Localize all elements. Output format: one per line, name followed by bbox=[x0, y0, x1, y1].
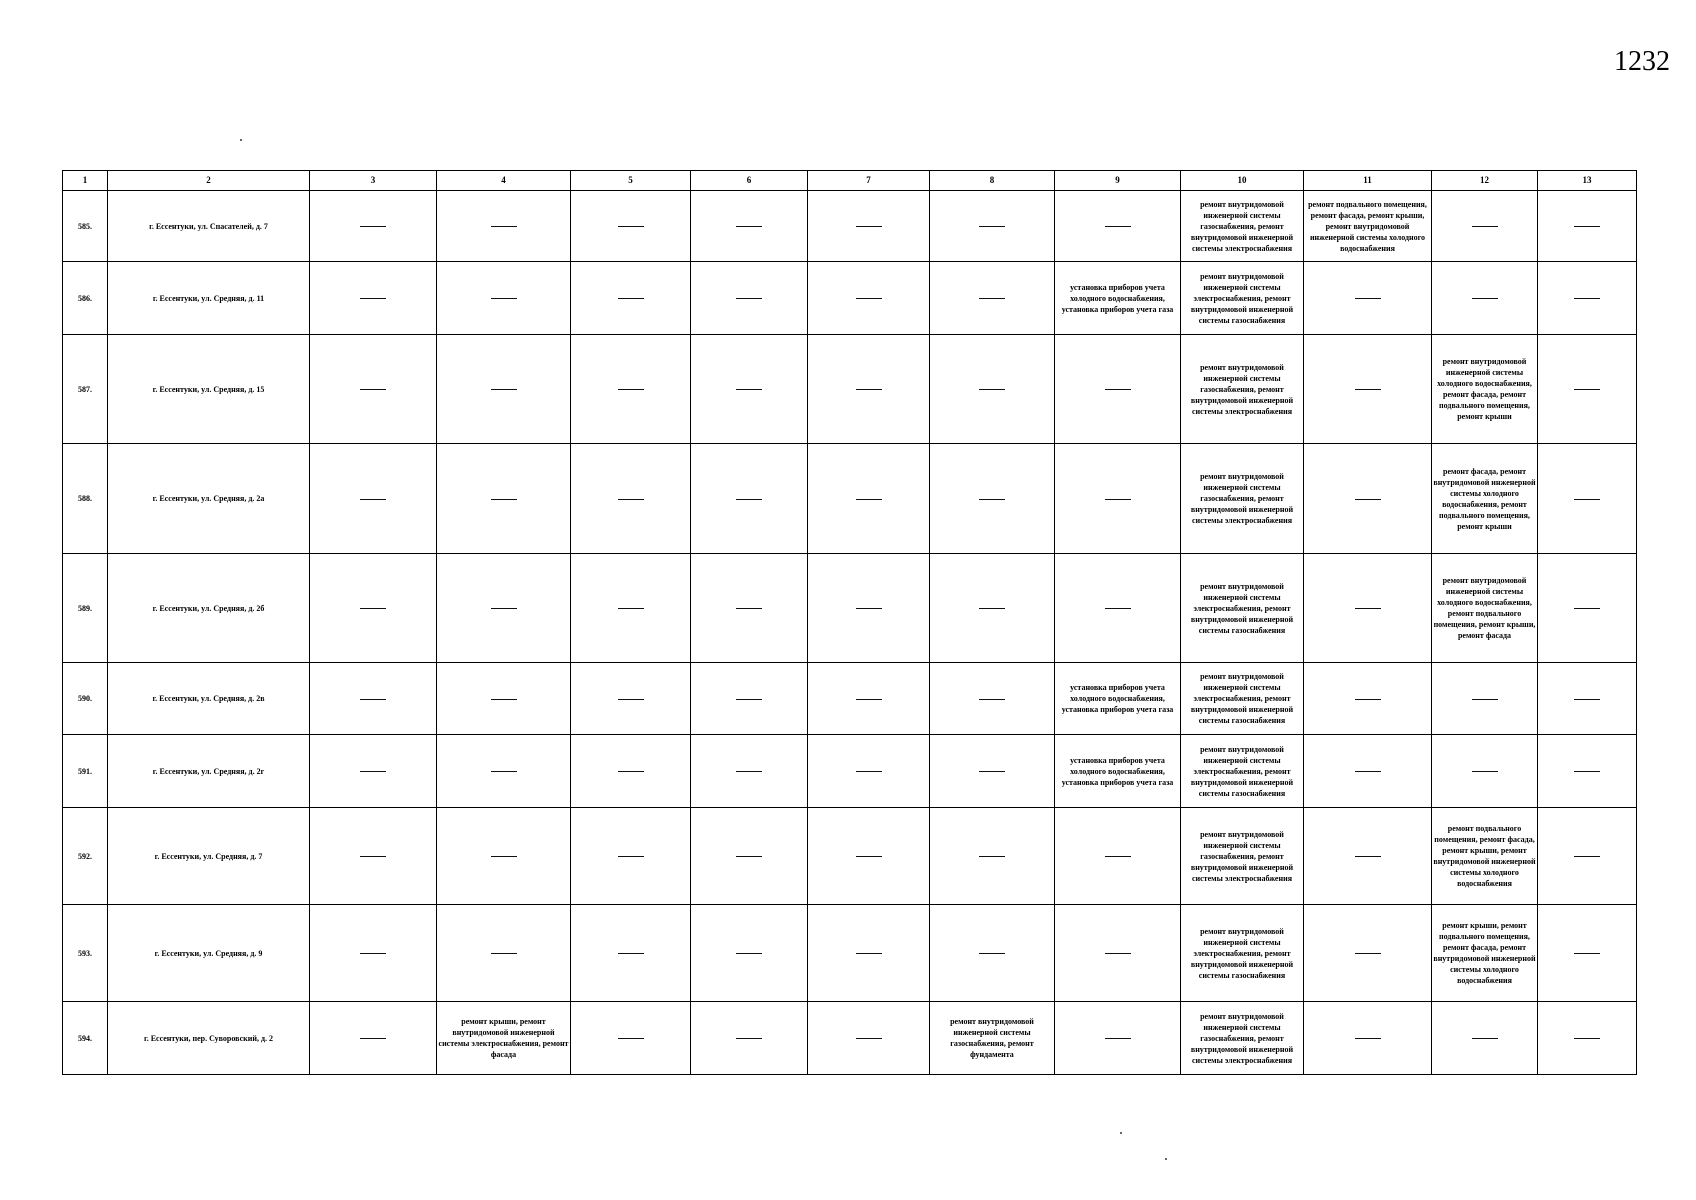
dash-mark bbox=[979, 608, 1005, 609]
empty-cell bbox=[310, 1002, 437, 1075]
dash-mark bbox=[360, 298, 386, 299]
row-number: 593. bbox=[63, 905, 108, 1002]
empty-cell bbox=[571, 335, 691, 444]
empty-cell bbox=[437, 335, 571, 444]
dash-mark bbox=[1574, 1038, 1600, 1039]
empty-cell bbox=[571, 191, 691, 262]
empty-cell bbox=[808, 444, 930, 554]
empty-cell bbox=[1055, 335, 1181, 444]
column-header: 11 bbox=[1304, 171, 1432, 191]
row-number: 587. bbox=[63, 335, 108, 444]
empty-cell bbox=[1432, 663, 1538, 735]
empty-cell bbox=[930, 735, 1055, 808]
dash-mark bbox=[360, 389, 386, 390]
column-header: 12 bbox=[1432, 171, 1538, 191]
empty-cell bbox=[930, 444, 1055, 554]
scan-speck bbox=[240, 139, 242, 141]
dash-mark bbox=[360, 499, 386, 500]
empty-cell bbox=[1304, 735, 1432, 808]
column-header: 6 bbox=[691, 171, 808, 191]
empty-cell bbox=[1538, 444, 1637, 554]
table-row bbox=[63, 808, 1637, 905]
dash-mark bbox=[1105, 953, 1131, 954]
empty-cell bbox=[1432, 262, 1538, 335]
dash-mark bbox=[618, 856, 644, 857]
dash-mark bbox=[360, 771, 386, 772]
dash-mark bbox=[979, 389, 1005, 390]
row-number: 591. bbox=[63, 735, 108, 808]
address-cell: г. Ессентуки, ул. Средняя, д. 2в bbox=[108, 663, 310, 735]
dash-mark bbox=[736, 226, 762, 227]
empty-cell bbox=[310, 554, 437, 663]
empty-cell bbox=[691, 663, 808, 735]
empty-cell bbox=[1538, 262, 1637, 335]
dash-mark bbox=[618, 953, 644, 954]
dash-mark bbox=[1574, 226, 1600, 227]
empty-cell bbox=[571, 444, 691, 554]
dash-mark bbox=[491, 298, 517, 299]
empty-cell bbox=[808, 554, 930, 663]
empty-cell bbox=[1055, 808, 1181, 905]
column-header: 1 bbox=[63, 171, 108, 191]
dash-mark bbox=[1355, 298, 1381, 299]
empty-cell bbox=[1538, 808, 1637, 905]
empty-cell bbox=[437, 191, 571, 262]
work-cell: ремонт внутридомовой инженерной системы холодного водоснабжения, ремонт подвального помещения, ремонт крыши, ремонт фасада bbox=[1432, 554, 1538, 663]
empty-cell bbox=[1538, 663, 1637, 735]
dash-mark bbox=[360, 699, 386, 700]
empty-cell bbox=[1304, 335, 1432, 444]
dash-mark bbox=[979, 499, 1005, 500]
empty-cell bbox=[930, 335, 1055, 444]
empty-cell bbox=[1538, 905, 1637, 1002]
row-number: 586. bbox=[63, 262, 108, 335]
empty-cell bbox=[1538, 1002, 1637, 1075]
table-row bbox=[63, 905, 1637, 1002]
empty-cell bbox=[930, 808, 1055, 905]
empty-cell bbox=[571, 735, 691, 808]
address-cell: г. Ессентуки, пер. Суворовский, д. 2 bbox=[108, 1002, 310, 1075]
scan-speck bbox=[1120, 1132, 1122, 1134]
dash-mark bbox=[856, 608, 882, 609]
address-cell: г. Ессентуки, ул. Средняя, д. 7 bbox=[108, 808, 310, 905]
dash-mark bbox=[979, 953, 1005, 954]
empty-cell bbox=[1304, 663, 1432, 735]
dash-mark bbox=[736, 1038, 762, 1039]
dash-mark bbox=[1574, 699, 1600, 700]
dash-mark bbox=[736, 953, 762, 954]
empty-cell bbox=[930, 905, 1055, 1002]
work-cell: ремонт внутридомовой инженерной системы газоснабжения, ремонт внутридомовой инженерной системы электроснабжения bbox=[1181, 444, 1304, 554]
dash-mark bbox=[360, 608, 386, 609]
dash-mark bbox=[1355, 771, 1381, 772]
column-header: 7 bbox=[808, 171, 930, 191]
work-cell: установка приборов учета холодного водоснабжения, установка приборов учета газа bbox=[1055, 735, 1181, 808]
empty-cell bbox=[571, 554, 691, 663]
dash-mark bbox=[1105, 1038, 1131, 1039]
dash-mark bbox=[491, 699, 517, 700]
scan-speck bbox=[1165, 1158, 1167, 1160]
empty-cell bbox=[437, 663, 571, 735]
table-row bbox=[63, 554, 1637, 663]
work-cell: ремонт внутридомовой инженерной системы электроснабжения, ремонт внутридомовой инженерной системы газоснабжения bbox=[1181, 905, 1304, 1002]
dash-mark bbox=[1472, 298, 1498, 299]
empty-cell bbox=[808, 808, 930, 905]
address-cell: г. Ессентуки, ул. Средняя, д. 2б bbox=[108, 554, 310, 663]
empty-cell bbox=[1432, 191, 1538, 262]
empty-cell bbox=[571, 905, 691, 1002]
column-header: 4 bbox=[437, 171, 571, 191]
empty-cell bbox=[310, 905, 437, 1002]
dash-mark bbox=[736, 699, 762, 700]
dash-mark bbox=[979, 771, 1005, 772]
empty-cell bbox=[1055, 1002, 1181, 1075]
empty-cell bbox=[691, 808, 808, 905]
dash-mark bbox=[856, 499, 882, 500]
empty-cell bbox=[437, 905, 571, 1002]
dash-mark bbox=[856, 699, 882, 700]
dash-mark bbox=[856, 226, 882, 227]
table-row bbox=[63, 262, 1637, 335]
work-cell: ремонт крыши, ремонт внутридомовой инженерной системы электроснабжения, ремонт фасада bbox=[437, 1002, 571, 1075]
dash-mark bbox=[491, 953, 517, 954]
dash-mark bbox=[491, 608, 517, 609]
empty-cell bbox=[571, 808, 691, 905]
empty-cell bbox=[1304, 554, 1432, 663]
empty-cell bbox=[571, 663, 691, 735]
empty-cell bbox=[1304, 444, 1432, 554]
empty-cell bbox=[691, 444, 808, 554]
dash-mark bbox=[491, 856, 517, 857]
empty-cell bbox=[808, 335, 930, 444]
empty-cell bbox=[808, 191, 930, 262]
row-number: 588. bbox=[63, 444, 108, 554]
empty-cell bbox=[930, 663, 1055, 735]
empty-cell bbox=[571, 262, 691, 335]
dash-mark bbox=[491, 771, 517, 772]
dash-mark bbox=[1355, 953, 1381, 954]
work-cell: ремонт крыши, ремонт подвального помещения, ремонт фасада, ремонт внутридомовой инженерной системы холодного водоснабжения bbox=[1432, 905, 1538, 1002]
empty-cell bbox=[437, 808, 571, 905]
empty-cell bbox=[808, 1002, 930, 1075]
dash-mark bbox=[1574, 953, 1600, 954]
empty-cell bbox=[1304, 262, 1432, 335]
empty-cell bbox=[691, 262, 808, 335]
dash-mark bbox=[618, 499, 644, 500]
dash-mark bbox=[856, 771, 882, 772]
work-cell: ремонт внутридомовой инженерной системы газоснабжения, ремонт внутридомовой инженерной системы электроснабжения bbox=[1181, 1002, 1304, 1075]
dash-mark bbox=[1355, 389, 1381, 390]
table-row bbox=[63, 444, 1637, 554]
work-cell: установка приборов учета холодного водоснабжения, установка приборов учета газа bbox=[1055, 262, 1181, 335]
dash-mark bbox=[736, 608, 762, 609]
dash-mark bbox=[1472, 771, 1498, 772]
work-cell: ремонт внутридомовой инженерной системы электроснабжения, ремонт внутридомовой инженерной системы газоснабжения bbox=[1181, 663, 1304, 735]
empty-cell bbox=[437, 262, 571, 335]
dash-mark bbox=[979, 298, 1005, 299]
empty-cell bbox=[310, 262, 437, 335]
dash-mark bbox=[1105, 608, 1131, 609]
work-cell: ремонт внутридомовой инженерной системы электроснабжения, ремонт внутридомовой инженерной системы газоснабжения bbox=[1181, 735, 1304, 808]
address-cell: г. Ессентуки, ул. Средняя, д. 11 bbox=[108, 262, 310, 335]
row-number: 589. bbox=[63, 554, 108, 663]
empty-cell bbox=[310, 663, 437, 735]
dash-mark bbox=[491, 389, 517, 390]
dash-mark bbox=[1355, 699, 1381, 700]
register-table bbox=[62, 170, 1637, 1075]
dash-mark bbox=[856, 856, 882, 857]
page-number: 1232 bbox=[1614, 46, 1670, 77]
dash-mark bbox=[736, 856, 762, 857]
empty-cell bbox=[930, 262, 1055, 335]
empty-cell bbox=[1055, 905, 1181, 1002]
empty-cell bbox=[310, 808, 437, 905]
dash-mark bbox=[1574, 389, 1600, 390]
dash-mark bbox=[979, 226, 1005, 227]
dash-mark bbox=[360, 856, 386, 857]
empty-cell bbox=[808, 262, 930, 335]
dash-mark bbox=[1574, 856, 1600, 857]
dash-mark bbox=[979, 699, 1005, 700]
row-number: 594. bbox=[63, 1002, 108, 1075]
dash-mark bbox=[736, 389, 762, 390]
work-cell: ремонт внутридомовой инженерной системы газоснабжения, ремонт внутридомовой инженерной системы электроснабжения bbox=[1181, 335, 1304, 444]
dash-mark bbox=[491, 499, 517, 500]
dash-mark bbox=[736, 298, 762, 299]
dash-mark bbox=[856, 298, 882, 299]
empty-cell bbox=[691, 554, 808, 663]
work-cell: ремонт фасада, ремонт внутридомовой инженерной системы холодного водоснабжения, ремонт подвального помещения, ремонт крыши bbox=[1432, 444, 1538, 554]
dash-mark bbox=[360, 226, 386, 227]
table-row bbox=[63, 335, 1637, 444]
empty-cell bbox=[1055, 554, 1181, 663]
work-cell: ремонт внутридомовой инженерной системы электроснабжения, ремонт внутридомовой инженерной системы газоснабжения bbox=[1181, 262, 1304, 335]
address-cell: г. Ессентуки, ул. Средняя, д. 9 bbox=[108, 905, 310, 1002]
column-header: 10 bbox=[1181, 171, 1304, 191]
dash-mark bbox=[618, 699, 644, 700]
empty-cell bbox=[310, 735, 437, 808]
work-cell: ремонт внутридомовой инженерной системы газоснабжения, ремонт внутридомовой инженерной системы электроснабжения bbox=[1181, 808, 1304, 905]
column-header: 2 bbox=[108, 171, 310, 191]
dash-mark bbox=[736, 499, 762, 500]
dash-mark bbox=[1355, 1038, 1381, 1039]
empty-cell bbox=[1538, 735, 1637, 808]
dash-mark bbox=[1105, 499, 1131, 500]
work-cell: ремонт внутридомовой инженерной системы газоснабжения, ремонт фундамента bbox=[930, 1002, 1055, 1075]
empty-cell bbox=[1432, 735, 1538, 808]
table-row bbox=[63, 735, 1637, 808]
empty-cell bbox=[571, 1002, 691, 1075]
empty-cell bbox=[691, 905, 808, 1002]
dash-mark bbox=[1105, 856, 1131, 857]
row-number: 592. bbox=[63, 808, 108, 905]
empty-cell bbox=[437, 735, 571, 808]
column-header: 8 bbox=[930, 171, 1055, 191]
dash-mark bbox=[360, 953, 386, 954]
dash-mark bbox=[491, 226, 517, 227]
dash-mark bbox=[618, 226, 644, 227]
row-number: 590. bbox=[63, 663, 108, 735]
empty-cell bbox=[1055, 191, 1181, 262]
header-row bbox=[63, 171, 1637, 191]
address-cell: г. Ессентуки, ул. Спасателей, д. 7 bbox=[108, 191, 310, 262]
dash-mark bbox=[360, 1038, 386, 1039]
empty-cell bbox=[1304, 808, 1432, 905]
column-header: 5 bbox=[571, 171, 691, 191]
work-cell: ремонт внутридомовой инженерной системы холодного водоснабжения, ремонт фасада, ремонт подвального помещения, ремонт крыши bbox=[1432, 335, 1538, 444]
dash-mark bbox=[1105, 389, 1131, 390]
dash-mark bbox=[1355, 856, 1381, 857]
table-row bbox=[63, 1002, 1637, 1075]
empty-cell bbox=[930, 191, 1055, 262]
empty-cell bbox=[1055, 444, 1181, 554]
work-cell: установка приборов учета холодного водоснабжения, установка приборов учета газа bbox=[1055, 663, 1181, 735]
dash-mark bbox=[856, 1038, 882, 1039]
empty-cell bbox=[691, 191, 808, 262]
dash-mark bbox=[979, 856, 1005, 857]
row-number: 585. bbox=[63, 191, 108, 262]
empty-cell bbox=[691, 735, 808, 808]
empty-cell bbox=[1432, 1002, 1538, 1075]
dash-mark bbox=[1105, 226, 1131, 227]
work-cell: ремонт подвального помещения, ремонт фасада, ремонт крыши, ремонт внутридомовой инженерной системы холодного водоснабжения bbox=[1432, 808, 1538, 905]
empty-cell bbox=[310, 191, 437, 262]
table-row bbox=[63, 191, 1637, 262]
column-header: 3 bbox=[310, 171, 437, 191]
empty-cell bbox=[310, 335, 437, 444]
work-cell: ремонт внутридомовой инженерной системы газоснабжения, ремонт внутридомовой инженерной системы электроснабжения bbox=[1181, 191, 1304, 262]
dash-mark bbox=[1472, 1038, 1498, 1039]
empty-cell bbox=[1538, 554, 1637, 663]
dash-mark bbox=[618, 771, 644, 772]
work-cell: ремонт подвального помещения, ремонт фасада, ремонт крыши, ремонт внутридомовой инженерной системы холодного водоснабжения bbox=[1304, 191, 1432, 262]
empty-cell bbox=[310, 444, 437, 554]
empty-cell bbox=[437, 444, 571, 554]
dash-mark bbox=[1472, 226, 1498, 227]
empty-cell bbox=[1304, 905, 1432, 1002]
dash-mark bbox=[1574, 608, 1600, 609]
empty-cell bbox=[930, 554, 1055, 663]
column-header: 13 bbox=[1538, 171, 1637, 191]
empty-cell bbox=[691, 335, 808, 444]
dash-mark bbox=[618, 389, 644, 390]
work-cell: ремонт внутридомовой инженерной системы электроснабжения, ремонт внутридомовой инженерной системы газоснабжения bbox=[1181, 554, 1304, 663]
table-body bbox=[63, 191, 1637, 1075]
empty-cell bbox=[808, 905, 930, 1002]
empty-cell bbox=[1304, 1002, 1432, 1075]
column-header: 9 bbox=[1055, 171, 1181, 191]
empty-cell bbox=[691, 1002, 808, 1075]
dash-mark bbox=[618, 608, 644, 609]
table-row bbox=[63, 663, 1637, 735]
address-cell: г. Ессентуки, ул. Средняя, д. 15 bbox=[108, 335, 310, 444]
dash-mark bbox=[856, 389, 882, 390]
dash-mark bbox=[618, 1038, 644, 1039]
dash-mark bbox=[1355, 608, 1381, 609]
address-cell: г. Ессентуки, ул. Средняя, д. 2г bbox=[108, 735, 310, 808]
dash-mark bbox=[1472, 699, 1498, 700]
dash-mark bbox=[1355, 499, 1381, 500]
empty-cell bbox=[437, 554, 571, 663]
empty-cell bbox=[1538, 191, 1637, 262]
dash-mark bbox=[856, 953, 882, 954]
empty-cell bbox=[808, 663, 930, 735]
dash-mark bbox=[1574, 499, 1600, 500]
dash-mark bbox=[1574, 298, 1600, 299]
empty-cell bbox=[1538, 335, 1637, 444]
address-cell: г. Ессентуки, ул. Средняя, д. 2а bbox=[108, 444, 310, 554]
dash-mark bbox=[618, 298, 644, 299]
empty-cell bbox=[808, 735, 930, 808]
dash-mark bbox=[736, 771, 762, 772]
dash-mark bbox=[1574, 771, 1600, 772]
